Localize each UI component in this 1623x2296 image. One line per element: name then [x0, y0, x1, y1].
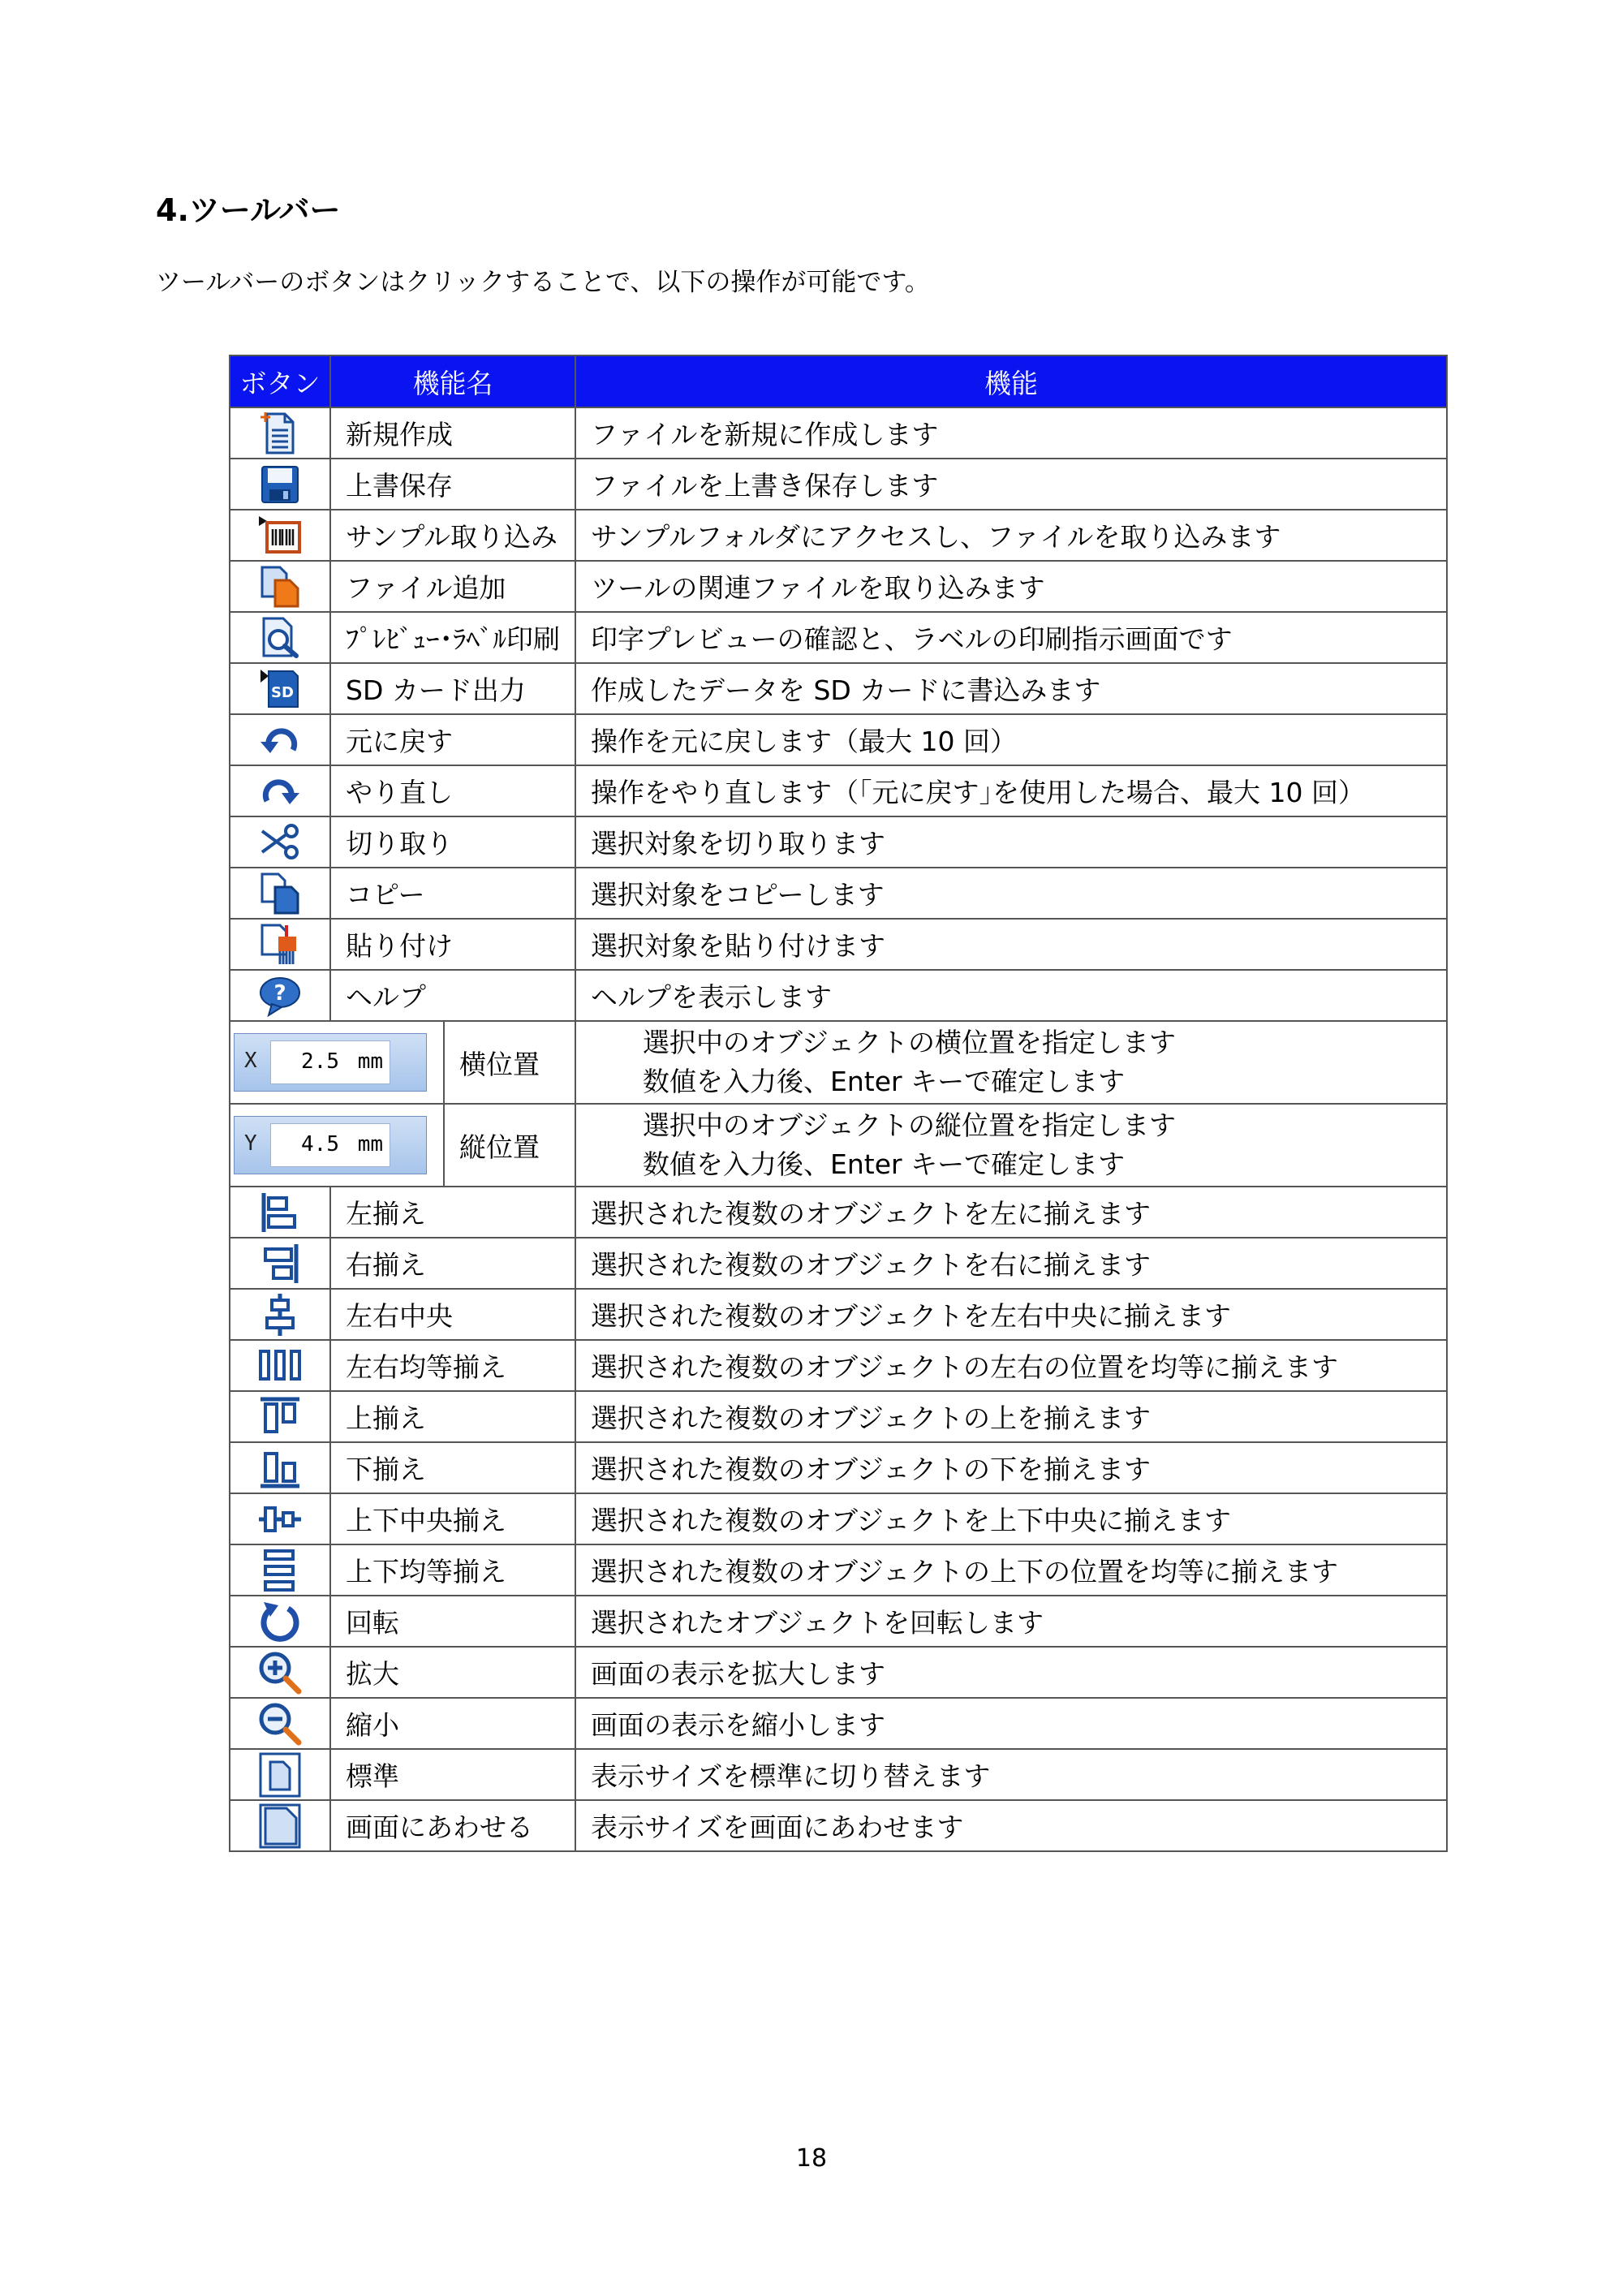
- row-name: 左右均等揃え: [330, 1340, 575, 1391]
- y-value: 4.5: [301, 1132, 339, 1157]
- row-desc-line1: 選択中のオブジェクトの横位置を指定します: [643, 1027, 1177, 1058]
- header-function: 機能: [575, 355, 1447, 407]
- row-name: 新規作成: [330, 407, 575, 459]
- header-button: ボタン: [230, 355, 330, 407]
- row-desc: 操作をやり直します（｢元に戻す｣を使用した場合、最大 10 回）: [575, 765, 1447, 816]
- table-row-copy: [230, 868, 1447, 919]
- row-name: 左揃え: [330, 1187, 575, 1238]
- row-desc: ファイルを新規に作成します: [575, 407, 1447, 459]
- row-desc: 画面の表示を拡大します: [575, 1647, 1447, 1698]
- row-name: 上下均等揃え: [330, 1544, 575, 1596]
- header-function-name: 機能名: [330, 355, 575, 407]
- table-row-distribute-h: [230, 1340, 1447, 1391]
- row-name: ヘルプ: [330, 970, 575, 1021]
- table-row-align-left: [230, 1187, 1447, 1238]
- row-desc-line1: 選択中のオブジェクトの縦位置を指定します: [643, 1109, 1177, 1141]
- page-heading: 4.ツールバー: [156, 192, 341, 228]
- row-desc: 選択された複数のオブジェクトを上下中央に揃えます: [575, 1493, 1447, 1544]
- y-axis-label: Y: [244, 1131, 257, 1156]
- row-desc: 画面の表示を縮小します: [575, 1698, 1447, 1749]
- table-row-align-top: [230, 1391, 1447, 1442]
- table-row-sd: [230, 663, 1447, 714]
- row-desc: 選択対象を切り取ります: [575, 816, 1447, 868]
- table-row-align-bottom: [230, 1442, 1447, 1493]
- row-desc: 選択された複数のオブジェクトの左右の位置を均等に揃えます: [575, 1340, 1447, 1391]
- row-name: コピー: [330, 868, 575, 919]
- table-row-save: [230, 459, 1447, 510]
- redo-icon[interactable]: [230, 769, 329, 814]
- svg-text:?: ?: [273, 980, 286, 1006]
- standard-size-icon[interactable]: [230, 1752, 329, 1798]
- sd-card-icon[interactable]: [230, 666, 329, 712]
- row-desc: 選択されたオブジェクトを回転します: [575, 1596, 1447, 1647]
- cut-icon[interactable]: [230, 820, 329, 865]
- print-preview-icon[interactable]: [230, 615, 329, 661]
- y-unit: mm: [357, 1132, 383, 1157]
- row-desc: 選択された複数のオブジェクトの下を揃えます: [575, 1442, 1447, 1493]
- row-name: 横位置: [444, 1022, 575, 1103]
- row-desc: ヘルプを表示します: [575, 970, 1447, 1021]
- row-name: SD カード出力: [330, 663, 575, 714]
- row-name: ﾌﾟﾚﾋﾞｭｰ･ﾗﾍﾞﾙ印刷: [330, 612, 575, 663]
- row-name: 元に戻す: [330, 714, 575, 765]
- row-name: 切り取り: [330, 816, 575, 868]
- x-axis-label: X: [244, 1049, 257, 1073]
- table-row-preview: [230, 612, 1447, 663]
- row-desc: 作成したデータを SD カードに書込みます: [575, 663, 1447, 714]
- row-name: 画面にあわせる: [330, 1800, 575, 1851]
- table-row-zoom-out: [230, 1698, 1447, 1749]
- sample-import-icon[interactable]: [230, 513, 329, 558]
- paste-icon[interactable]: [230, 922, 329, 967]
- row-name: 下揃え: [330, 1442, 575, 1493]
- row-desc: サンプルフォルダにアクセスし、ファイルを取り込みます: [575, 510, 1447, 561]
- rotate-icon[interactable]: [230, 1599, 329, 1644]
- align-left-icon[interactable]: [230, 1190, 329, 1235]
- x-unit: mm: [357, 1049, 383, 1074]
- copy-icon[interactable]: [230, 871, 329, 916]
- undo-icon[interactable]: [230, 717, 329, 763]
- row-name: 拡大: [330, 1647, 575, 1698]
- align-top-icon[interactable]: [230, 1394, 329, 1440]
- table-row-cut: [230, 816, 1447, 868]
- align-center-horizontal-icon[interactable]: [230, 1292, 329, 1338]
- table-row-redo: [230, 765, 1447, 816]
- table-row-standard: [230, 1749, 1447, 1800]
- zoom-out-icon[interactable]: [230, 1701, 329, 1747]
- add-file-icon[interactable]: [230, 564, 329, 610]
- row-desc: 選択された複数のオブジェクトを右に揃えます: [575, 1238, 1447, 1289]
- table-row-align-right: [230, 1238, 1447, 1289]
- table-row-center-v: [230, 1493, 1447, 1544]
- row-desc: 選択された複数のオブジェクトを左に揃えます: [575, 1187, 1447, 1238]
- table-row-sample: [230, 510, 1447, 561]
- table-row-distribute-v: [230, 1544, 1447, 1596]
- row-desc: ファイルを上書き保存します: [575, 459, 1447, 510]
- row-name: 左右中央: [330, 1289, 575, 1340]
- row-name: 上書保存: [330, 459, 575, 510]
- row-desc: 印字プレビューの確認と、ラベルの印刷指示画面です: [575, 612, 1447, 663]
- table-row-fit: [230, 1800, 1447, 1851]
- align-bottom-icon[interactable]: [230, 1445, 329, 1491]
- row-desc: 選択された複数のオブジェクトを左右中央に揃えます: [575, 1289, 1447, 1340]
- row-name: 上下中央揃え: [330, 1493, 575, 1544]
- table-row-zoom-in: [230, 1647, 1447, 1698]
- row-name: 右揃え: [330, 1238, 575, 1289]
- toolbar-button-table: [229, 355, 1448, 1852]
- svg-text:SD: SD: [271, 683, 294, 701]
- row-name: サンプル取り込み: [330, 510, 575, 561]
- distribute-vertical-icon[interactable]: [230, 1548, 329, 1593]
- x-position-input[interactable]: [234, 1033, 427, 1092]
- row-desc: 選択対象をコピーします: [575, 868, 1447, 919]
- row-name: 貼り付け: [330, 919, 575, 970]
- row-desc: ツールの関連ファイルを取り込みます: [575, 561, 1447, 612]
- table-row-paste: [230, 919, 1447, 970]
- table-row-x-position: [230, 1021, 1447, 1104]
- row-name: 縦位置: [444, 1105, 575, 1186]
- row-desc: 選択された複数のオブジェクトの上下の位置を均等に揃えます: [575, 1544, 1447, 1596]
- y-position-input[interactable]: [234, 1116, 427, 1174]
- row-name: ファイル追加: [330, 561, 575, 612]
- x-value: 2.5: [301, 1049, 339, 1074]
- table-row-undo: [230, 714, 1447, 765]
- row-desc: 操作を元に戻します（最大 10 回）: [575, 714, 1447, 765]
- row-desc: 表示サイズを画面にあわせます: [575, 1800, 1447, 1851]
- align-right-icon[interactable]: [230, 1241, 329, 1286]
- align-center-vertical-icon[interactable]: [230, 1497, 329, 1542]
- row-desc: 選択対象を貼り付けます: [575, 919, 1447, 970]
- row-desc: 選択された複数のオブジェクトの上を揃えます: [575, 1391, 1447, 1442]
- table-row-add-file: [230, 561, 1447, 612]
- table-row-new: [230, 407, 1447, 459]
- row-name: 縮小: [330, 1698, 575, 1749]
- row-desc-line2: 数値を入力後、Enter キーで確定します: [643, 1148, 1126, 1180]
- row-name: 上揃え: [330, 1391, 575, 1442]
- intro-text: ツールバーのボタンはクリックすることで、以下の操作が可能です。: [156, 268, 930, 297]
- row-name: 標準: [330, 1749, 575, 1800]
- fit-to-screen-icon[interactable]: [230, 1803, 329, 1849]
- table-header-row: [230, 355, 1447, 407]
- zoom-in-icon[interactable]: [230, 1650, 329, 1695]
- table-row-rotate: [230, 1596, 1447, 1647]
- help-icon[interactable]: [230, 973, 329, 1019]
- row-name: やり直し: [330, 765, 575, 816]
- new-file-icon[interactable]: [230, 411, 329, 456]
- save-icon[interactable]: [230, 462, 329, 507]
- row-desc: 表示サイズを標準に切り替えます: [575, 1749, 1447, 1800]
- row-name: 回転: [330, 1596, 575, 1647]
- distribute-horizontal-icon[interactable]: [230, 1343, 329, 1389]
- table-row-y-position: [230, 1104, 1447, 1187]
- row-desc-line2: 数値を入力後、Enter キーで確定します: [643, 1066, 1126, 1097]
- table-row-help: [230, 970, 1447, 1021]
- page-number: 18: [795, 2144, 828, 2173]
- table-row-center-h: [230, 1289, 1447, 1340]
